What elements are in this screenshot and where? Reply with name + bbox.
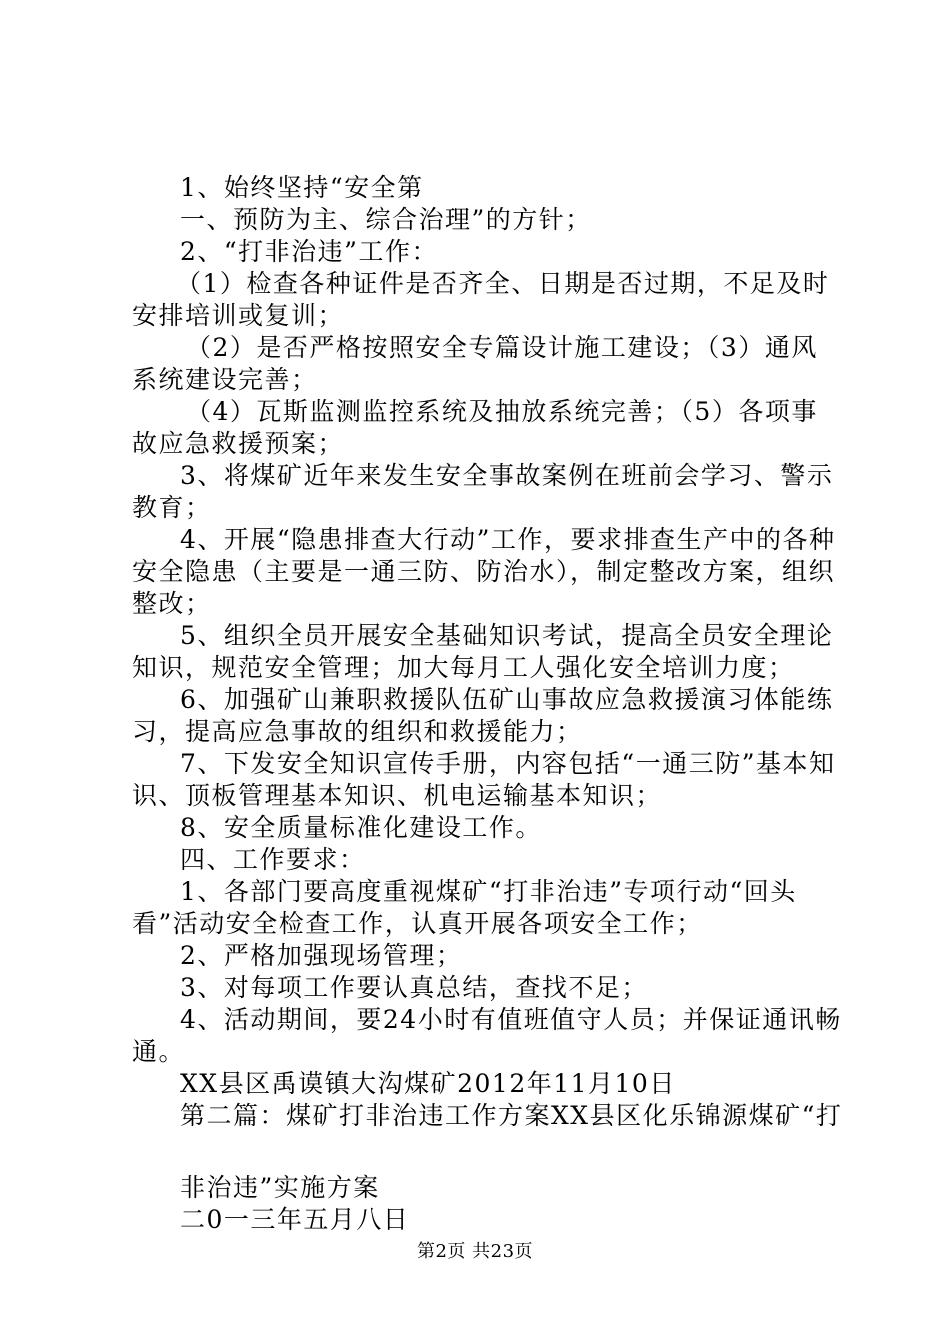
- paragraph-10: 6、加强矿山兼职救援队伍矿山事故应急救援演习体能练习，提高应急事故的组织和救援能力；: [132, 685, 834, 746]
- second-article-subtitle: 非治违”实施方案: [180, 1173, 380, 1202]
- paragraph-8: 4、开展“隐患排查大行动”工作，要求排查生产中的各种安全隐患（主要是一通三防、防治水），制定整改方案，组织整改；: [132, 525, 836, 618]
- section-heading-work-requirements: 四、工作要求：: [180, 845, 366, 874]
- paragraph-9: 5、组织全员开展安全基础知识考试，提高全员安全理论知识，规范安全管理；加大每月工人强化安全培训力度；: [132, 621, 834, 682]
- paragraph-15: 2、严格加强现场管理；: [180, 941, 463, 970]
- signature-line: XX县区禹谟镇大沟煤矿2012年11月10日: [180, 1069, 676, 1098]
- paragraph-14: 1、各部门要高度重视煤矿“打非治违”专项行动“回头看”活动安全检查工作，认真开展各项安全工作；: [132, 877, 797, 938]
- paragraph-16: 3、对每项工作要认真总结，查找不足；: [180, 973, 648, 1002]
- paragraph-3: 2、“打非治违”工作：: [180, 237, 438, 266]
- paragraph-4: （1）检查各种证件是否齐全、日期是否过期，不足及时安排培训或复训；: [132, 269, 830, 330]
- second-article-title: 第二篇：煤矿打非治违工作方案XX县区化乐锦源煤矿“打: [180, 1101, 843, 1130]
- paragraph-2: 一、预防为主、综合治理”的方针；: [180, 205, 592, 234]
- date-line: 二0一三年五月八日: [180, 1205, 410, 1234]
- paragraph-1: 1、始终坚持“安全第: [180, 173, 424, 202]
- paragraph-17: 4、活动期间，要24小时有值班值守人员；并保证通讯畅通。: [132, 1005, 842, 1066]
- paragraph-5: （2）是否严格按照安全专篇设计施工建设；（3）通风系统建设完善；: [132, 333, 818, 394]
- page-number-footer: 第2页 共23页: [416, 1241, 534, 1262]
- paragraph-12: 8、安全质量标准化建设工作。: [180, 813, 542, 842]
- document-body: [132, 172, 844, 1236]
- paragraph-7: 3、将煤矿近年来发生安全事故案例在班前会学习、警示教育；: [132, 461, 834, 522]
- paragraph-6: （4）瓦斯监测监控系统及抽放系统完善；（5）各项事故应急救援预案；: [132, 397, 818, 458]
- paragraph-11: 7、下发安全知识宣传手册，内容包括“一通三防”基本知识、顶板管理基本知识、机电运输基本知识；: [132, 749, 836, 810]
